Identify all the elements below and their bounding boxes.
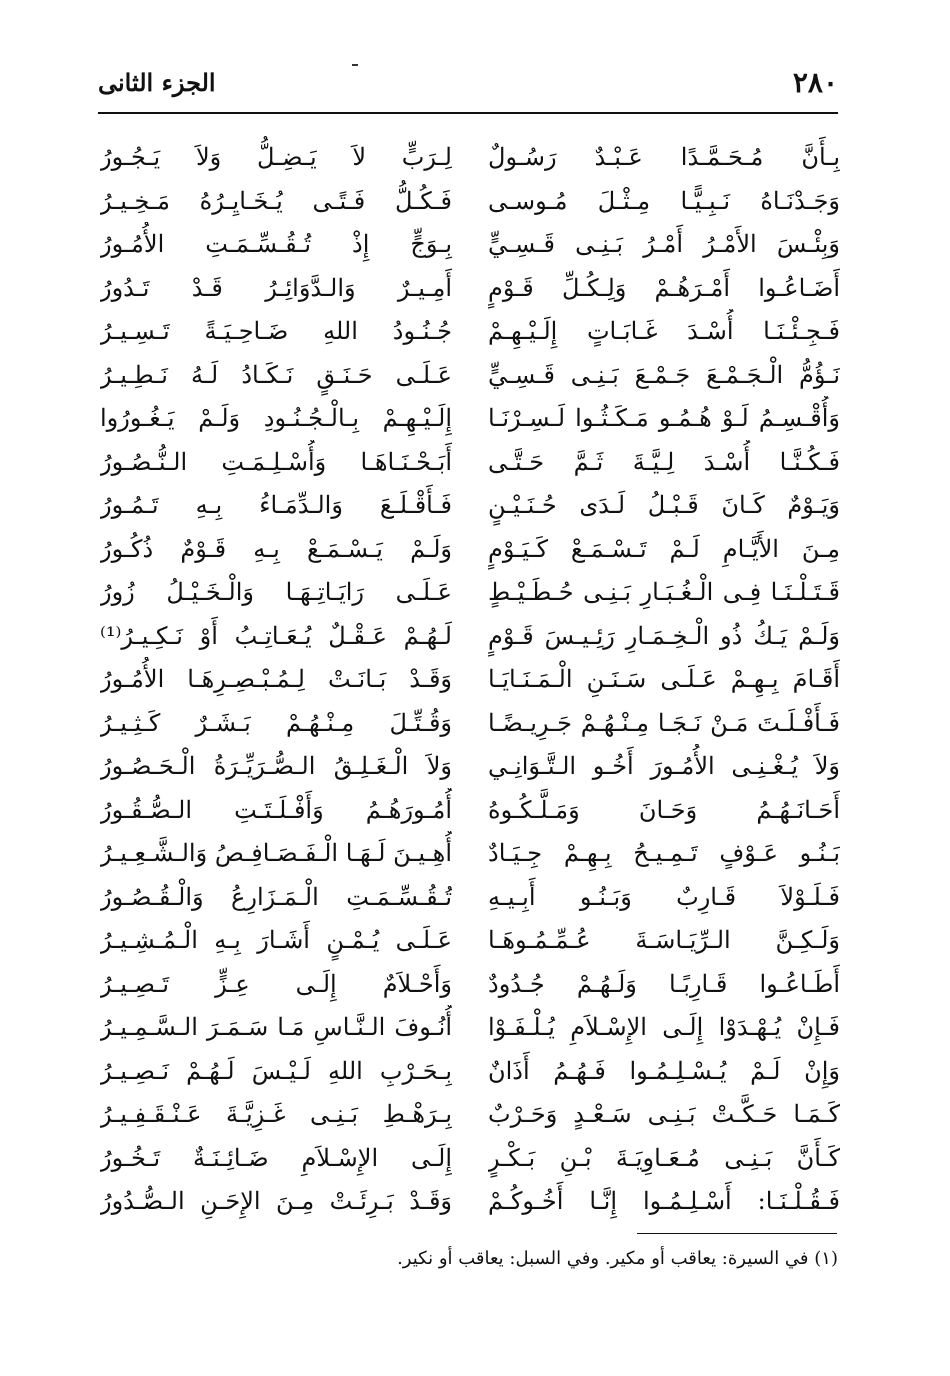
verse-first-hemistich: كَـأَنَّ بَـنِـى مُـعَـاوِيَـةَ بْـنِ بَـكْـرٍ xyxy=(488,1143,840,1172)
verse xyxy=(100,396,840,440)
verse xyxy=(100,1092,840,1136)
verse-second-hemistich: لَـهُـمْ عَـقْـلٌ يُـعَـاتِـبُ أَوْ نَـكِـيـرُ⁽¹⁾ xyxy=(100,621,452,650)
verse xyxy=(100,701,840,745)
verse-first-hemistich: أَطَـاعُـوا قَـارِبًـا وَلَـهُـمْ جُـدُودٌ xyxy=(488,969,840,998)
verse xyxy=(100,831,840,875)
verse-second-hemistich: أَمِـيـرٌ وَالـدَّوَائِـرُ قَـدْ تَـدُورُ xyxy=(100,273,452,302)
part-title: الجزء الثانى xyxy=(98,68,216,97)
verse xyxy=(100,309,840,353)
verse-second-hemistich: وَقَـدْ بَـرِئَـتْ مِـنَ الإِحَـنِ الـصُّـدُورُ xyxy=(100,1187,452,1215)
verse-first-hemistich: قَـتَـلْـنَـا فِـى الْـغُـبَـارِ بَـنِـى حُـطَـيْـطٍ xyxy=(488,578,840,606)
verse-second-hemistich: جُـنُـودُ اللهِ ضَـاحِـيَـةً تَـسِـيـرُ xyxy=(100,317,452,345)
verse xyxy=(100,135,840,179)
verse xyxy=(100,483,840,527)
verse-first-hemistich: وَلَـكِـنَّ الـرِّيَـاسَـةَ عُـمِّـمُـوهَـا xyxy=(488,926,840,954)
verse-first-hemistich: وَأُقْـسِـمُ لَـوْ هُـمُـو مَـكَـثُـوا لَـسِـرْنَـا xyxy=(488,404,840,432)
verse xyxy=(100,918,840,962)
verse xyxy=(100,440,840,484)
footnote-divider xyxy=(637,1233,837,1234)
verse xyxy=(100,657,840,701)
verse-first-hemistich: فَـقُـلْـنَـا: أَسْـلِـمُـوا إِنَّـا أَخُـوكُـمْ xyxy=(488,1187,840,1215)
verse xyxy=(100,1049,840,1093)
verse xyxy=(100,962,840,1006)
verse-second-hemistich: إِلَـى الإِسْـلاَمِ ضَـائِـنَـةٌ تَـخُـورُ xyxy=(100,1143,452,1172)
header-divider xyxy=(98,112,838,114)
verse-second-hemistich: وَقَـدْ بَـانَـتْ لِـمُـبْـصِـرِهَـا الأُمُـورُ xyxy=(100,665,452,693)
verse-second-hemistich: لِـرَبٍّ لاَ يَـضِـلُّ وَلاَ يَـجُـورُ xyxy=(100,143,452,171)
verse-first-hemistich: فَـأَفْـلَـتَ مَـنْ نَـجَـا مِـنْـهُـمْ جَـرِيـضًـا xyxy=(488,708,840,737)
page-header xyxy=(98,60,838,110)
verse xyxy=(100,222,840,266)
verse-first-hemistich: وَجَـدْنَـاهُ نَـبِـيًّـا مِـثْـلَ مُـوسـى xyxy=(488,186,840,215)
verse-second-hemistich: بِـوَجٍّ إِذْ تُـقُـسِّـمَـتِ الأُمُـورُ xyxy=(100,230,452,258)
verse xyxy=(100,875,840,919)
verse xyxy=(100,527,840,571)
verse-first-hemistich: وَلاَ يُـغْـنِـى الأُمُـورَ أَخُـو الـتَّـوَانِـي xyxy=(488,752,840,780)
verse-second-hemistich: وَلاَ الْـغَـلِـقُ الـصُّـرَيِّـرَةُ الْـحَـصُـورُ xyxy=(100,752,452,780)
poem xyxy=(100,135,840,1235)
verse-first-hemistich: أَحَـانَـهُـمُ وَحَـانَ وَمَـلَّـكُـوهُ xyxy=(488,795,840,824)
verse-first-hemistich: وَإِنْ لَـمْ يُـسْـلِـمُـوا فَـهُـمُ أَذَانٌ xyxy=(488,1056,840,1085)
verse-second-hemistich: أُمُـورَهُـمُ وَأَفْـلَـتَـتِ الـصُّـقُـورُ xyxy=(100,795,452,824)
verse-first-hemistich: أَضَـاعُـوا أَمْـرَهُـمْ وَلِـكُـلِّ قَـوْمٍ xyxy=(488,273,840,302)
verse-second-hemistich: أَبَـحْـنَـاهَـا وَأُسْـلِـمَـتِ الـنُّـصُـورُ xyxy=(100,447,452,476)
verse-second-hemistich: وَقُـتِّـلَ مِـنْـهُـمْ بَـشَـرٌ كَـثِـيـرُ xyxy=(100,708,452,737)
verse xyxy=(100,266,840,310)
verse xyxy=(100,744,840,788)
verse-first-hemistich: فَـلَـوْلاَ قَـارِبٌ وَبَـنُـو أَبِـيـهِ xyxy=(488,882,840,911)
verse xyxy=(100,179,840,223)
verse-second-hemistich: فَـكُـلُّ فَـتًـى يُـخَـايِـرُهُ مَـخِـيـرُ xyxy=(100,186,452,215)
verse-first-hemistich: كَـمَـا حَـكَّـتْ بَـنِـى سَـعْـدٍ وَحَـرْبٌ xyxy=(488,1100,840,1128)
verse-first-hemistich: فَـكُـنَّـا أُسْـدَ لِـيَّـةَ ثَـمَّ حَـتَّـى xyxy=(488,447,840,476)
verse-second-hemistich: عَـلَـى حَـنَـقٍ نَـكَـادُ لَـهُ نَـطِـيـرُ xyxy=(100,360,452,389)
verse-second-hemistich: فَـأَقْـلَـعَ وَالـدِّمَـاءُ بِـهِ تَـمُـورُ xyxy=(100,491,452,519)
page-number: ٢٨٠ xyxy=(792,66,838,99)
verse-second-hemistich: أُنُـوفَ الـنَّـاسِ مَـا سَـمَـرَ الـسَّـمِـيـرُ xyxy=(100,1013,452,1041)
verse xyxy=(100,614,840,658)
verse-first-hemistich: مِـنَ الأَيَّـامِ لَـمْ تَـسْـمَـعْ كَـيَـوْمٍ xyxy=(488,534,840,563)
verse xyxy=(100,1005,840,1049)
footnote: (١) في السيرة: يعاقب أو مكير. وفي السبل: يعاقب أو نكير. xyxy=(397,1248,838,1269)
verse-first-hemistich: وَلَـمْ يَـكُ ذُو الْـخِـمَـارِ رَئِـيـسَ قَـوْمٍ xyxy=(488,621,840,650)
verse-first-hemistich: فَـإِنْ يُـهْـدَوْا إِلَـى الإِسْـلاَمِ يُـلْـفَـوْا xyxy=(488,1013,840,1041)
verse-second-hemistich: بِـحَـرْبِ اللهِ لَـيْـسَ لَـهُـمْ نَـصِـيـرُ xyxy=(100,1056,452,1085)
verse-second-hemistich: عَـلَـى رَايَـاتِـهَـا وَالْـخَـيْـلُ زُورُ xyxy=(100,578,452,606)
verse-first-hemistich: أَقَـامَ بِـهِـمْ عَـلَـى سَـنَـنِ الْـمَـنَـايَـا xyxy=(488,665,840,693)
verse xyxy=(100,1136,840,1180)
verse-second-hemistich: تُـقُـسِّـمَـتِ الْـمَـزَارِعُ وَالْـقُـصُـورُ xyxy=(100,882,452,911)
verse-second-hemistich: أُهِـيـنَ لَـهَـا الْـفَـصَـافِـصُ وَالـشَّـعِـيـرُ xyxy=(100,839,452,867)
verse-second-hemistich: إِلَـيْـهِـمْ بِـالْـجُـنُـودِ وَلَـمْ يَـغُـورُوا xyxy=(100,404,452,432)
verse xyxy=(100,788,840,832)
verse-first-hemistich: بَـنُـو عَـوْفٍ تَـمِـيـحُ بِـهِـمْ جِـيَـادٌ xyxy=(488,839,840,867)
verse-first-hemistich: وَبِئْـسَ الأَمْـرُ أَمْـرُ بَـنِـى قَـسِـيٍّ xyxy=(488,230,840,258)
verse xyxy=(100,353,840,397)
verse-first-hemistich: وَيَـوْمٌ كَـانَ قَـبْـلُ لَـدَى حُـنَـيْـنٍ xyxy=(488,491,840,519)
verse-second-hemistich: بِـرَهْـطِ بَـنِـى غَـزِيَّـةَ عَـنْـقَـفِـيـرُ xyxy=(100,1100,452,1128)
verse-first-hemistich: نَـؤُمُّ الْـجَـمْـعَ جَـمْـعَ بَـنِـى قَـسِـيٍّ xyxy=(488,360,840,389)
verse-second-hemistich: وَأَحْـلاَمٌ إِلَـى عِـزٍّ تَـصِـيـرُ xyxy=(100,969,452,998)
verse xyxy=(100,1179,840,1223)
verse xyxy=(100,570,840,614)
verse-first-hemistich: بِـأَنَّ مُـحَـمَّـدًا عَـبْـدٌ رَسُـولٌ xyxy=(488,143,840,171)
verse-second-hemistich: وَلَـمْ يَـسْـمَـعْ بِـهِ قَـوْمٌ ذُكُـورُ xyxy=(100,534,452,563)
verse-second-hemistich: عَـلَـى يُـمْـنٍ أَشَـارَ بِـهِ الْـمُـشِـيـرُ xyxy=(100,926,452,954)
verse-first-hemistich: فَـجِـئْـنَـا أُسْـدَ غَـابَـاتٍ إِلَـيْـهِـمْ xyxy=(488,317,840,345)
